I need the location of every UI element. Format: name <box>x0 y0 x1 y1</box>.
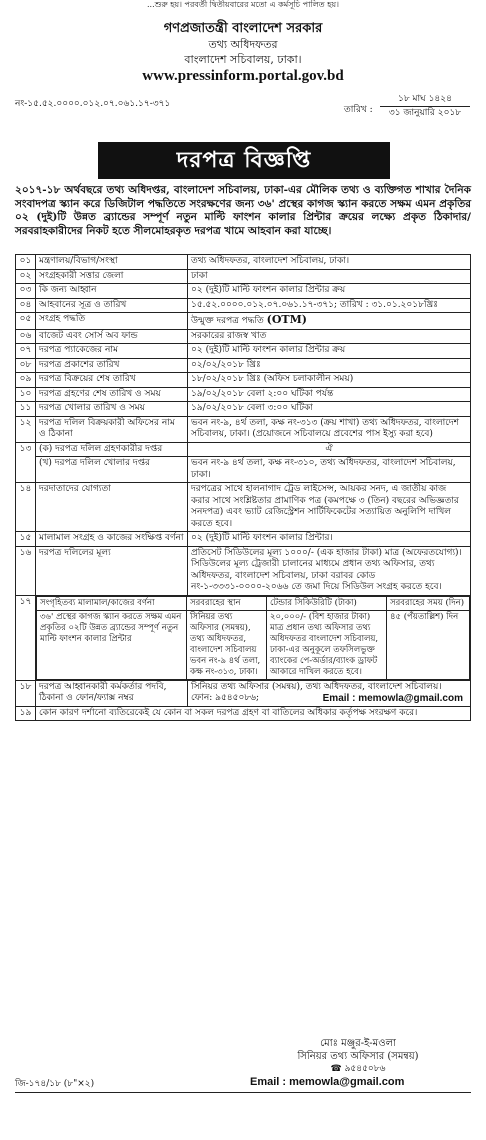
row-number: ০২ <box>16 269 36 284</box>
row-value: দরপত্রের সাথে হালনাগাদ ট্রেড লাইসেন্স, আয়কর সনদ, এ জাতীয় কাজ করার সাথে সংশ্লিষ্টতার প্রামাণিক পত্র (কমপক্ষে ৩ (তিন) বছরের অভিজ্ঞতার সনদপত্র) এবং ভ্যাট রেজিস্ট্রেশন সার্টিফিকেটের সত্যায়িত অনুলিপি দাখিল করতে হবে। <box>188 483 471 532</box>
row-label: দরপত্র বিক্রয়ের শেষ তারিখ <box>36 373 188 388</box>
row-value: প্রতিসেট সিডিউলের মূল্য ১০০০/- (এক হাজার টাকা) মাত্র (অফেরতযোগ্য)। সিডিউলের মূল্য ট্রেজারী চালানের মাধ্যমে প্রধান তথ্য অফিসার, তথ্য অধিদফতর, বাংলাদেশ সচিবালয়, ঢাকা বরাবর কোড নং-১-৩৩৩১-০০০০-২০৬৬ তে জমা দিয়ে সিডিউল সংগ্রহ করতে হবে। <box>188 546 471 595</box>
table-row <box>16 358 471 373</box>
table-row <box>16 546 471 595</box>
delivery-time: ৪৫ (পঁয়তাল্লিশ) দিন <box>387 610 470 679</box>
row-number: ১৯ <box>16 706 36 721</box>
table-row <box>16 402 471 417</box>
row-label: দরপত্র দলিল বিক্রয়কারী অফিসের নাম ও ঠিকানা <box>36 416 188 442</box>
row-value: ঐ <box>188 442 471 457</box>
row-label: কি জন্য আহ্বান <box>36 284 188 299</box>
table-row <box>16 269 471 284</box>
row-label: দরপত্র দলিলের মূল্য <box>36 546 188 595</box>
bottom-divider <box>15 1092 471 1093</box>
sub-header: টেন্ডার সিকিউরিটি (টাকা) <box>267 596 387 610</box>
table-row <box>16 298 471 313</box>
office-address: বাংলাদেশ সচিবালয়, ঢাকা। <box>184 53 302 66</box>
supply-details-table <box>36 596 470 680</box>
row-value: কোন কারণ দর্শানো ব্যতিরেকেই যে কোন বা সকল দরপত্র গ্রহণ বা বাতিলের অধিকার কর্তৃপক্ষ সংরক্ষণ করে। <box>36 706 471 721</box>
row-label: দরপত্র গ্রহণের শেষ তারিখ ও সময় <box>36 387 188 402</box>
row-value: ১৯/০২/২০১৮ বেলা ৩:০০ ঘটিকা <box>188 402 471 417</box>
row-value: সরকারের রাজস্ব খাত <box>188 329 471 344</box>
row-value: ১৯/০২/২০১৮ বেলা ২:০০ ঘটিকা পর্যন্ত <box>188 387 471 402</box>
tender-details-table <box>15 254 471 721</box>
row-label: দরদাতাদের যোগ্যতা <box>36 483 188 532</box>
row-number: ০১ <box>16 255 36 270</box>
date-label: তারিখ : <box>344 105 373 115</box>
document-header <box>0 20 486 85</box>
row-value: ০২ (দুই)টি মাল্টি ফাংশন কালার প্রিন্টার ক্রয় <box>188 284 471 299</box>
row-label: (ক) দরপত্র দলিল গ্রহণকারীর দপ্তর <box>36 442 188 457</box>
row-number: ১৩ <box>16 442 36 483</box>
table-row <box>16 416 471 442</box>
table-row <box>16 532 471 547</box>
top-cropped-text: ...শুরু হয়। পরবর্তী দ্বিতীয়বারের মতো এ কর্মসূচি পালিত হয়। <box>147 0 339 9</box>
row-number: ০৪ <box>16 298 36 313</box>
table-row <box>16 373 471 388</box>
row-value: ১৮/০২/২০১৮ খ্রিঃ (অফিস চলাকালীন সময়) <box>188 373 471 388</box>
row-value: ঢাকা <box>188 269 471 284</box>
supply-details-cell <box>36 595 471 680</box>
date-bangla: ১৮ মাঘ ১৪২৪ <box>380 93 470 107</box>
row-label: দরপত্র আহ্বানকারী কর্মকর্তার পদবি, ঠিকানা ও ফোন/ফ্যাক্স নম্বর <box>36 680 188 706</box>
otm-label: (OTM) <box>266 313 307 326</box>
department-name: তথ্য অধিদফতর <box>208 38 278 51</box>
row-number: ১৪ <box>16 483 36 532</box>
signatory-phone: ☎ ৯৫৪৫০৮৬ <box>330 1064 386 1074</box>
row-label: দরপত্র প্রকাশের তারিখ <box>36 358 188 373</box>
table-row <box>16 344 471 359</box>
table-row <box>16 595 471 680</box>
delivery-place: সিনিয়র তথ্য অফিসার (সমন্বয়), তথ্য অধিদফতর, বাংলাদেশ সচিবালয় ভবন নং-৯ ৪র্থ তলা, কক্ষ নং-৩১৩, ঢাকা। <box>187 610 267 679</box>
row-number: ০৫ <box>16 313 36 330</box>
row-number: ০৬ <box>16 329 36 344</box>
table-row <box>16 329 471 344</box>
table-row <box>16 442 471 457</box>
row-value: তথ্য অধিদফতর, বাংলাদেশ সচিবালয়, ঢাকা। <box>188 255 471 270</box>
sub-header-row <box>37 596 470 610</box>
government-name: গণপ্রজাতন্ত্রী বাংলাদেশ সরকার <box>163 21 323 36</box>
row-number: ১৫ <box>16 532 36 547</box>
row-number: ১৮ <box>16 680 36 706</box>
row-label: সংগ্রহকারী সত্তার জেলা <box>36 269 188 284</box>
contact-line <box>191 693 467 705</box>
row-number: ১০ <box>16 387 36 402</box>
officer-phone: ফোন: ৯৫৪৫০৮৬; <box>191 693 260 703</box>
sub-header: সরবরাহের স্থান <box>187 596 267 610</box>
date-english: ৩১ জানুয়ারি ২০১৮ <box>388 108 462 118</box>
table-row <box>16 680 471 706</box>
officer-email[interactable]: Email : memowla@gmail.com <box>322 693 463 704</box>
row-number: ০৭ <box>16 344 36 359</box>
table-row <box>16 255 471 270</box>
table-row <box>16 483 471 532</box>
procurement-method: উন্মুক্ত দরপত্র পদ্ধতি <box>191 316 264 326</box>
footer-code: জি-১৭৪/১৮ (৮"×২) <box>15 1079 95 1089</box>
tender-security: ২০,০০০/- (বিশ হাজার টাকা) মাত্র প্রধান তথ্য অফিসার তথ্য অধিদফতর বাংলাদেশ সচিবালয়, ঢাকা-এর অনুকূলে তফসিলভুক্ত ব্যাংকের পে-অর্ডার/ব্যাংক ড্রাফট আকারে দাখিল করতে হবে। <box>267 610 387 679</box>
date-box <box>380 90 470 120</box>
officer-address: সিনিয়র তথ্য অফিসার (সমন্বয়), তথ্য অধিদফতর, বাংলাদেশ সচিবালয়। <box>191 681 442 692</box>
row-value <box>188 313 471 330</box>
row-label: (খ) দরপত্র দলিল খোলার দপ্তর <box>36 457 188 483</box>
sub-header: সংগৃহিতব্য মালামাল/কাজের বর্ণনা <box>37 596 187 610</box>
signature-block <box>258 1037 458 1076</box>
table-row <box>16 387 471 402</box>
row-label: সংগ্রহ পদ্ধতি <box>36 313 188 330</box>
row-value: ১৫.৫২.০০০০.০১২.০৭.০৬১.১৭-৩৭১; তারিখ : ৩১.০১.২০১৮খ্রিঃ <box>188 298 471 313</box>
row-label: দরপত্র খোলার তারিখ ও সময় <box>36 402 188 417</box>
table-row <box>16 284 471 299</box>
row-label: মালামাল সংগ্রহ ও কাজের সংক্ষিপ্ত বর্ণনা <box>36 532 188 547</box>
table-row <box>16 457 471 483</box>
row-number: ০৮ <box>16 358 36 373</box>
website-url: www.pressinform.portal.gov.bd <box>142 68 344 84</box>
table-row <box>16 706 471 721</box>
sub-header: সরবরাহের সময় (দিন) <box>387 596 470 610</box>
sub-row <box>37 610 470 679</box>
row-number: ১২ <box>16 416 36 442</box>
row-number: ০৩ <box>16 284 36 299</box>
row-value: ০২ (দুই)টি মাল্টি ফাংশন কালার প্রিন্টার। <box>188 532 471 547</box>
row-value: ভবন নং-৯ ৪র্থ তলা, কক্ষ নং-৩১০, তথ্য অধিদফতর, বাংলাদেশ সচিবালয়, ঢাকা। <box>188 457 471 483</box>
row-label: বাজেট এবং সোর্স অব ফান্ড <box>36 329 188 344</box>
row-label: মন্ত্রণালয়/বিভাগ/সংস্থা <box>36 255 188 270</box>
row-value: ০২/০২/২০১৮ খ্রিঃ <box>188 358 471 373</box>
signatory-title: সিনিয়র তথ্য অফিসার (সমন্বয়) <box>297 1051 419 1062</box>
row-number: ০৯ <box>16 373 36 388</box>
row-number: ১৭ <box>16 595 36 680</box>
row-number: ১১ <box>16 402 36 417</box>
table-row <box>16 313 471 330</box>
item-description: ৩৬' প্রস্থের কাগজ স্ক্যান করতে সক্ষম এমন প্রকৃতির ০২টি উন্নত ব্র্যান্ডের সম্পূর্ণ নতুন মাল্টি ফাংশন কালার প্রিন্টার <box>37 610 187 679</box>
row-label: আহবানের সূত্র ও তারিখ <box>36 298 188 313</box>
row-value: ০২ (দুই)টি মাল্টি ফাংশন কালার প্রিন্টার ক্রয় <box>188 344 471 359</box>
signatory-name: মোঃ মঞ্জুর-ই-মওলা <box>320 1038 396 1049</box>
memo-number: নং-১৫.৫২.০০০০.০১২.০৭.০৬১.১৭-৩৭১ <box>15 99 171 109</box>
tender-notice-title: দরপত্র বিজ্ঞপ্তি <box>98 142 390 179</box>
intro-paragraph: ২০১৭-১৮ অর্থবছরে তথ্য অধিদপ্তর, বাংলাদেশ সচিবালয়, ঢাকা-এর মৌলিক তথ্য ও ব্যক্তিগত শাখার দৈনিক সংবাদপত্র স্ক্যান করে ডিজিটাল পদ্ধতিতে সংরক্ষণের জন্য ৩৬' প্রস্থের কাগজ স্ক্যান করতে সক্ষম এমন প্রকৃতির ০২ (দুই)টি উন্নত ব্র্যান্ডের সম্পূর্ণ নতুন মাল্টি ফাংশন কালার প্রিন্টার ক্রয়ের লক্ষ্যে প্রকৃত ঠিকাদার/সরবরাহকারীদের নিকট হতে সীলমোহরকৃত দরপত্র খামে আহবান করা যাচ্ছে। <box>15 184 471 237</box>
row-label: দরপত্র প্যাকেজের নাম <box>36 344 188 359</box>
row-number: ১৬ <box>16 546 36 595</box>
signatory-email[interactable]: Email : memowla@gmail.com <box>250 1076 405 1088</box>
row-value: ভবন নং-৯, ৪র্থ তলা, কক্ষ নং-৩১৩ (ক্রয় শাখা) তথ্য অধিদফতর, বাংলাদেশ সচিবালয়, ঢাকা। (প্রয়োজনে সচিবালয়ে প্রবেশের পাস ইস্যু করা হবে) <box>188 416 471 442</box>
row-value <box>188 680 471 706</box>
